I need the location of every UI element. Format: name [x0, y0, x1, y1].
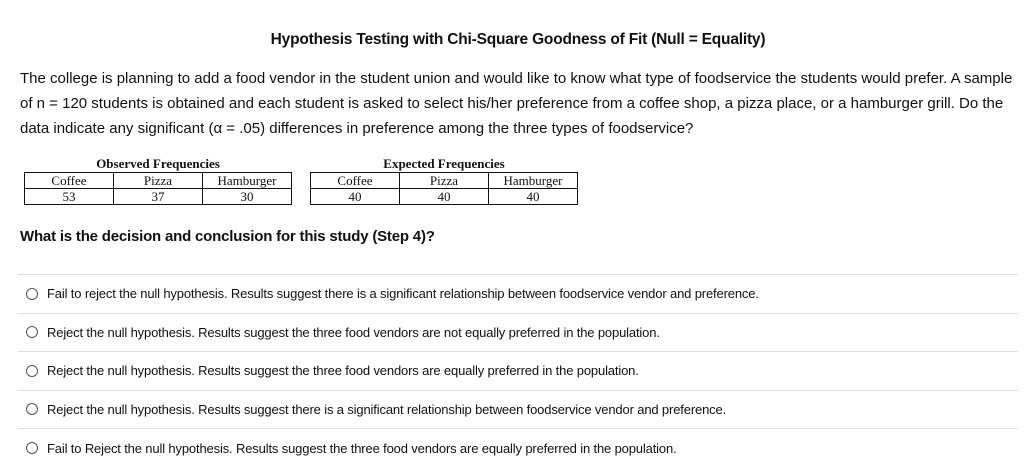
- sub-question: What is the decision and conclusion for this study (Step 4)?: [20, 228, 435, 245]
- expected-value-pizza: 40: [400, 189, 489, 205]
- answer-option-2[interactable]: [18, 314, 1018, 353]
- question-text: The college is planning to add a food vendor in the student union and would like to know what type of foodservice the students would prefer. A sample of n = 120 students is obtained and each student is asked to select his/her preference from a coffee shop, a pizza place, or a hamburger grill. Do the data indicate any significant (α = .05) differences in preference among the three types of foodservice?: [20, 70, 1013, 137]
- observed-value-hamburger: 30: [203, 189, 292, 205]
- observed-header-coffee: Coffee: [25, 173, 114, 189]
- expected-header-coffee: Coffee: [311, 173, 400, 189]
- observed-table-block: [24, 156, 292, 205]
- observed-caption: Observed Frequencies: [96, 156, 220, 171]
- expected-header-hamburger: Hamburger: [489, 173, 578, 189]
- expected-value-row: [311, 189, 578, 205]
- observed-value-coffee: 53: [25, 189, 114, 205]
- answer-option-label[interactable]: Fail to reject the null hypothesis. Results suggest there is a significant relationship between foodservice vendor and preference.: [47, 286, 759, 302]
- expected-table-block: [310, 156, 578, 205]
- radio-button-icon[interactable]: [26, 442, 38, 454]
- observed-header-hamburger: Hamburger: [203, 173, 292, 189]
- expected-value-coffee: 40: [311, 189, 400, 205]
- expected-caption: Expected Frequencies: [383, 156, 505, 171]
- observed-value-pizza: 37: [114, 189, 203, 205]
- answer-option-label[interactable]: Reject the null hypothesis. Results suggest the three food vendors are not equally preferred in the population.: [47, 324, 660, 340]
- page-title: Hypothesis Testing with Chi-Square Goodness of Fit (Null = Equality): [270, 31, 766, 48]
- radio-button-icon[interactable]: [26, 326, 38, 338]
- observed-header-pizza: Pizza: [114, 173, 203, 189]
- answer-option-5[interactable]: [18, 429, 1018, 468]
- expected-header-row: [311, 173, 578, 189]
- radio-button-icon[interactable]: [26, 365, 38, 377]
- answer-option-4[interactable]: [18, 391, 1018, 430]
- answer-option-label[interactable]: Reject the null hypothesis. Results suggest the three food vendors are equally preferred in the population.: [47, 363, 639, 379]
- answer-option-label[interactable]: Reject the null hypothesis. Results suggest there is a significant relationship between foodservice vendor and preference.: [47, 401, 727, 417]
- observed-value-row: [25, 189, 292, 205]
- radio-button-icon[interactable]: [26, 288, 38, 300]
- answer-option-label[interactable]: Fail to Reject the null hypothesis. Results suggest the three food vendors are equally preferred in the population.: [47, 440, 677, 456]
- observed-header-row: [25, 173, 292, 189]
- expected-table: [310, 172, 578, 205]
- expected-value-hamburger: 40: [489, 189, 578, 205]
- observed-table: [24, 172, 292, 205]
- radio-button-icon[interactable]: [26, 403, 38, 415]
- answer-options: [18, 274, 1018, 468]
- answer-option-1[interactable]: [18, 275, 1018, 314]
- answer-option-3[interactable]: [18, 352, 1018, 391]
- expected-header-pizza: Pizza: [400, 173, 489, 189]
